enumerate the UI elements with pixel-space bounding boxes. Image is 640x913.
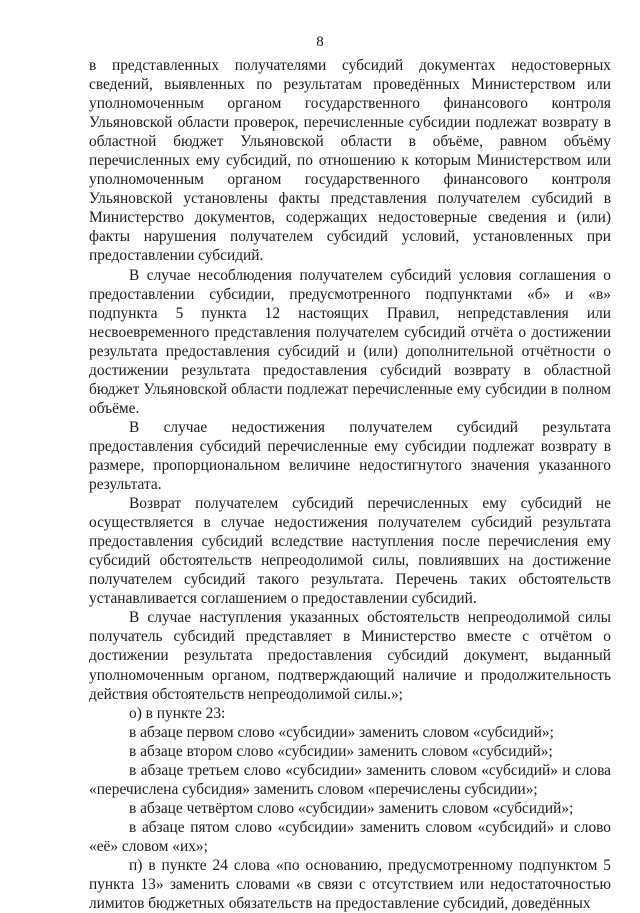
paragraph: п) в пункте 24 слова «по основанию, предусмотренному подпунктом 5 пункта 13» заменить словами «в связи с отсутствием или недостаточностью лимитов бюджетных обязательств на предоставление субсидий, доведённых: [89, 856, 611, 913]
paragraph: В случае несоблюдения получателем субсидий условия соглашения о предоставлении субсидии, предусмотренного подпунктами «б» и «в» подпункта 5 пункта 12 настоящих Правил, непредставления или несвоевременного представления получателем субсидий отчёта о достижении результата предоставления субсидий и (или) дополнительной отчётности о достижении результата предоставления субсидий возврату в областной бюджет Ульяновской области подлежат перечисленные ему субсидии в полном объёме.: [89, 266, 611, 417]
page-number: 8: [316, 34, 324, 50]
paragraph: в абзаце пятом слово «субсидии» заменить словом «субсидий» и слово «её» словом «их»;: [89, 818, 611, 855]
paragraph: о) в пункте 23:: [129, 704, 226, 722]
paragraph: Возврат получателем субсидий перечисленных ему субсидий не осуществляется в случае недостижения получателем субсидий результата предоставления субсидий вследствие наступления после перечисления ему субсидий обстоятельств непреодолимой силы, повлиявших на достижение получателем субсидий такого результата. Перечень таких обстоятельств устанавливается соглашением о предоставлении субсидий.: [89, 495, 611, 608]
paragraph: в абзаце втором слово «субсидии» заменить словом «субсидий»;: [129, 742, 553, 760]
paragraph: В случае наступления указанных обстоятельств непреодолимой силы получатель субсидий представляет в Министерство вместе с отчётом о достижении результата предоставления субсидий документ, выданный уполномоченным органом, подтверждающий наличие и продолжительность действия обстоятельств непреодолимой силы.»;: [89, 609, 611, 703]
document-body: [89, 56, 611, 913]
paragraph: В случае недостижения получателем субсидий результата предоставления субсидий перечисленные ему субсидии подлежат возврату в размере, пропорциональном величине недостигнутого значения указанного результата.: [89, 418, 611, 494]
paragraph: в абзаце четвёртом слово «субсидии» заменить словом «субсидий»;: [129, 799, 574, 817]
paragraph: в абзаце третьем слово «субсидии» заменить словом «субсидий» и слова «перечислена субсидия» заменить словом «перечислены субсидии»;: [89, 761, 611, 798]
paragraph: в абзаце первом слово «субсидии» заменить словом «субсидий»;: [129, 723, 554, 741]
paragraph: в представленных получателями субсидий документах недостоверных сведений, выявленных по результатам проведённых Министерством или уполномоченным органом государственного финансового контроля Ульяновской области проверок, перечисленные субсидии подлежат возврату в областной бюджет Ульяновской области в объёме, равном объёму перечисленных ему субсидий, по отношению к которым Министерством или уполномоченным органом государственного финансового контроля Ульяновской установлены факты представления получателем субсидий в Министерство документов, содержащих недостоверные сведения и (или) факты нарушения получателем субсидий условий, установленных при предоставлении субсидий.: [89, 57, 611, 265]
